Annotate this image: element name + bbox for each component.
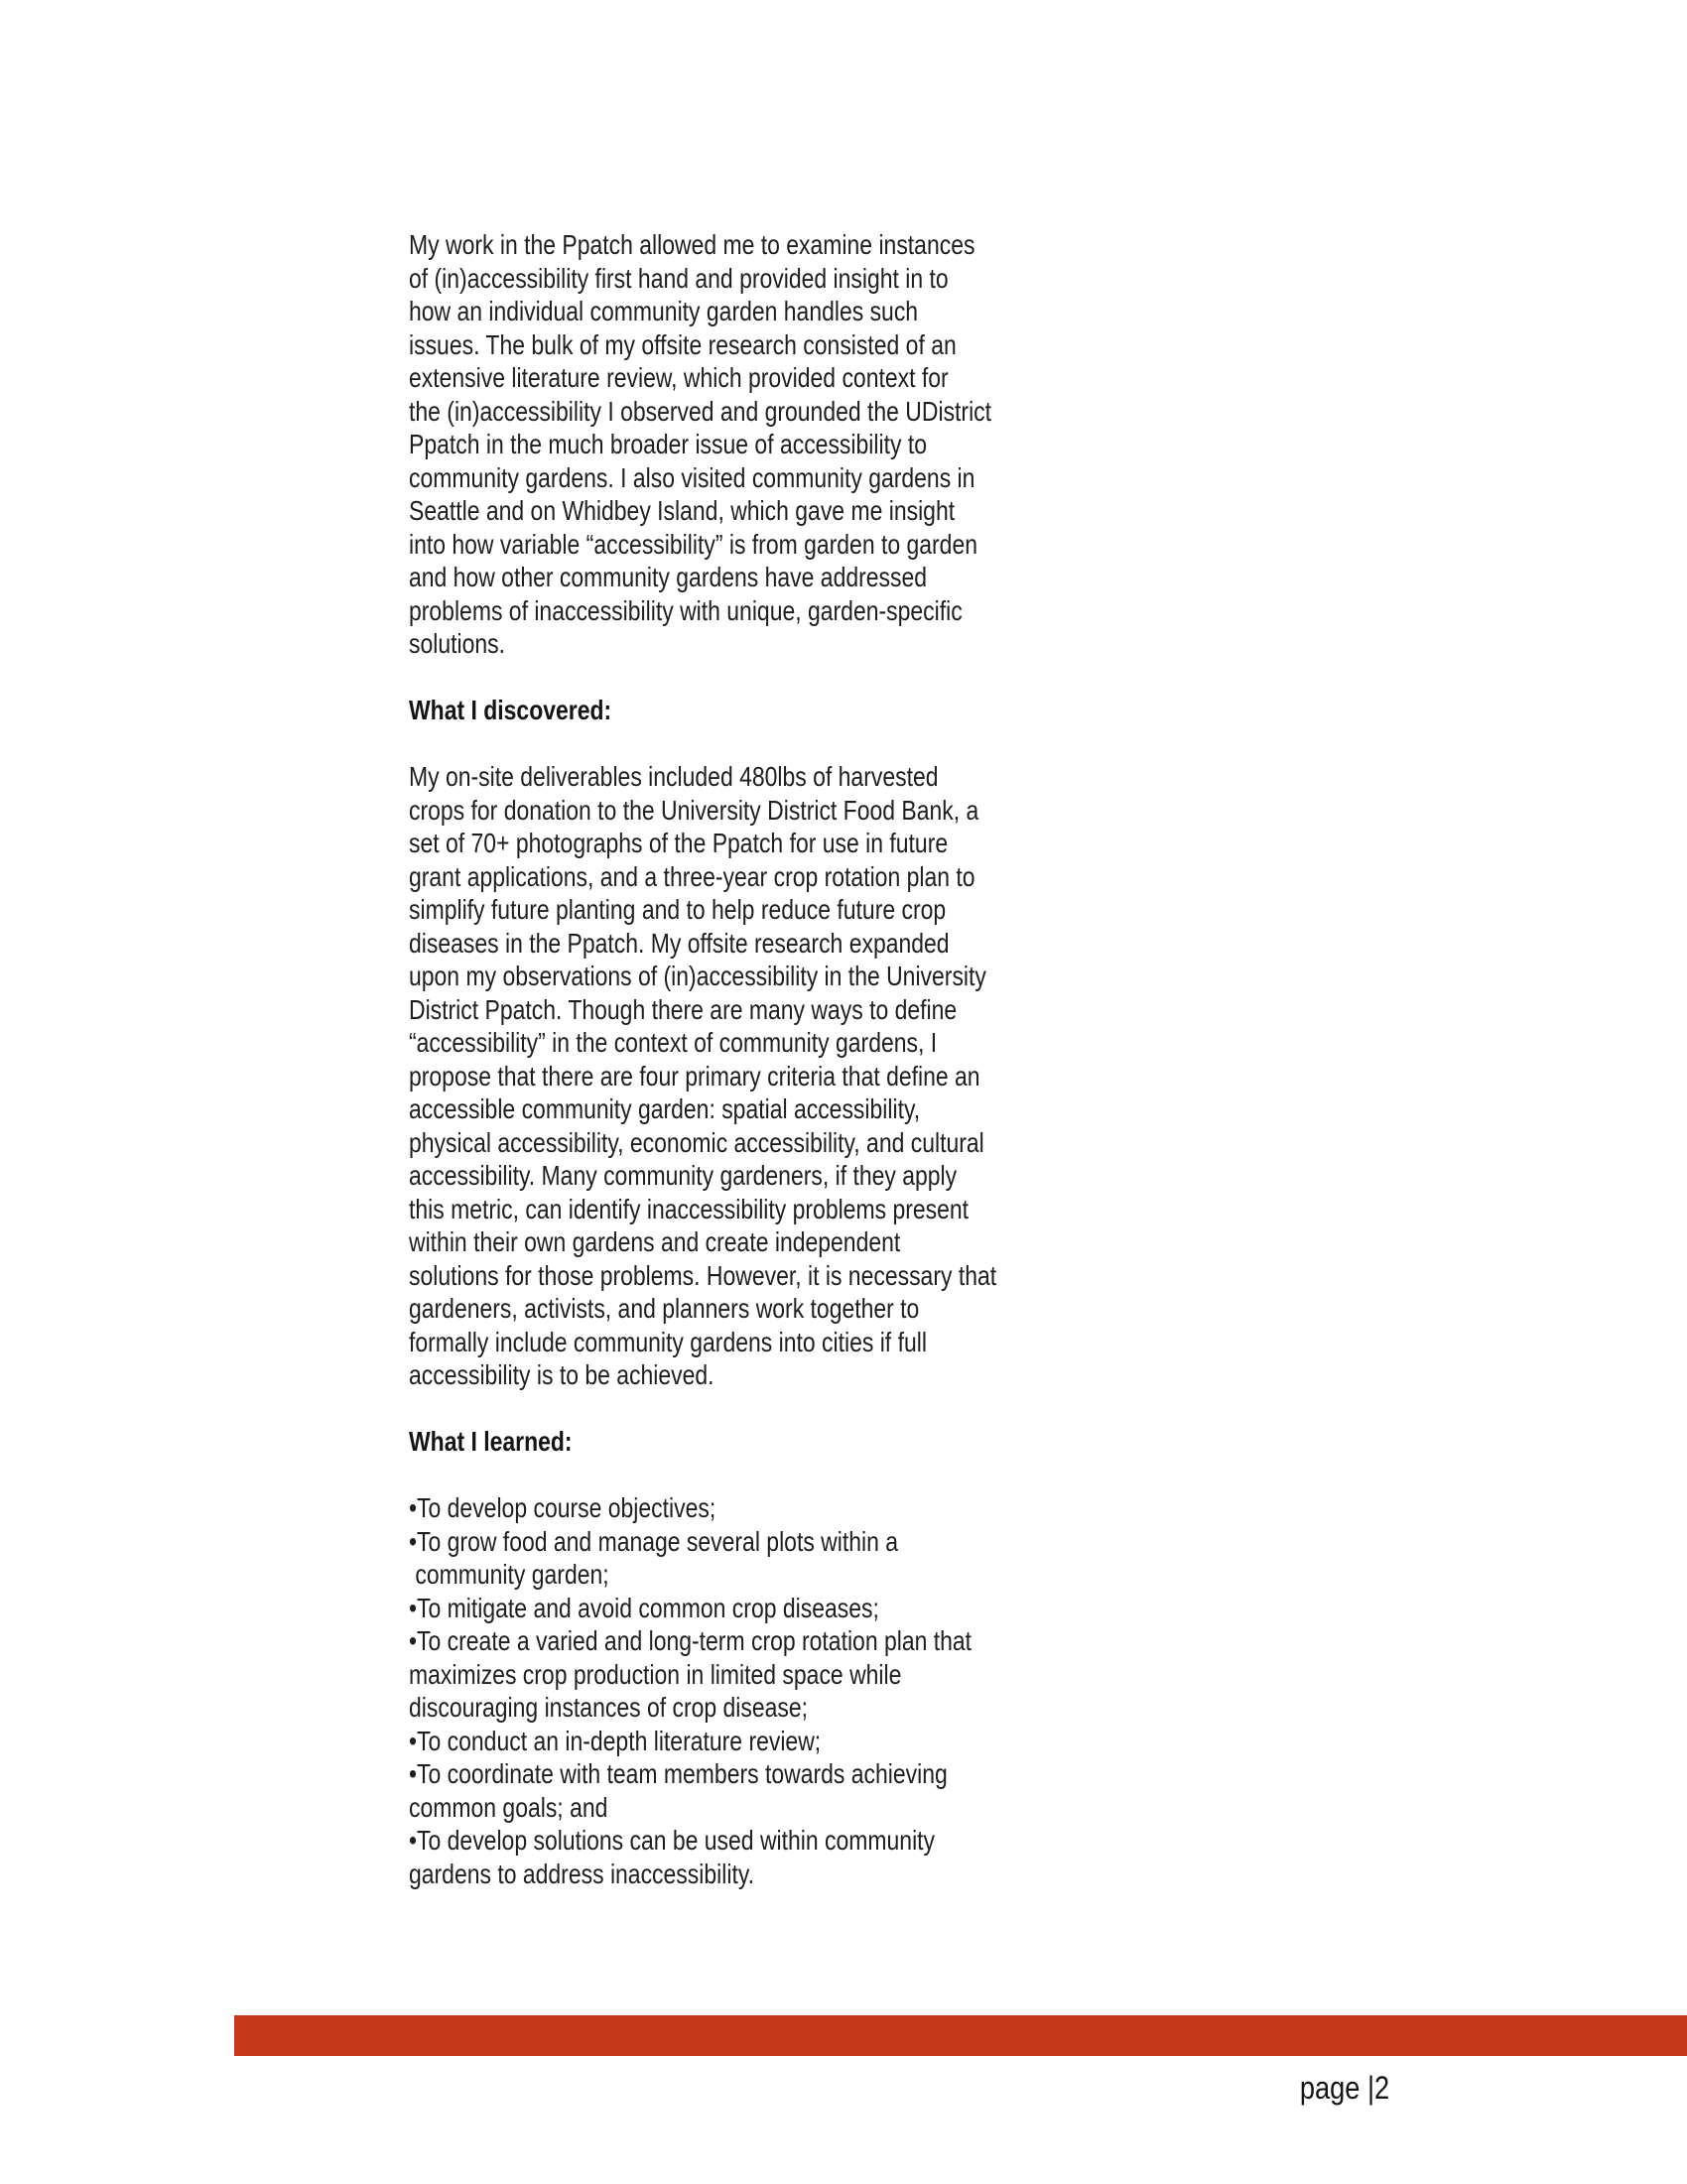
body-text-block (409, 228, 1125, 1890)
text-line: the (in)accessibility I observed and grounded the UDistrict (409, 395, 992, 427)
text-line: propose that there are four primary criteria that define an (409, 1060, 980, 1092)
bullet-line: gardens to address inaccessibility. (409, 1858, 754, 1889)
paragraph-deliverables (409, 760, 1125, 1392)
text-line: this metric, can identify inaccessibility problems present (409, 1193, 970, 1224)
section-heading-discovered: What I discovered: (409, 695, 612, 725)
text-line: Ppatch in the much broader issue of accessibility to (409, 429, 927, 459)
bullet-line: maximizes crop production in limited space while (409, 1658, 902, 1690)
bullet-line: common goals; and (409, 1791, 608, 1823)
text-line: upon my observations of (in)accessibility in the University (409, 961, 986, 991)
text-line: of (in)accessibility first hand and provided insight in to (409, 262, 949, 294)
text-line: accessible community garden: spatial accessibility, (409, 1093, 921, 1124)
bullet-line: •To coordinate with team members towards achieving (409, 1758, 948, 1789)
text-line: how an individual community garden handles such (409, 296, 919, 326)
footer-accent-bar (234, 2015, 1687, 2056)
text-line: and how other community gardens have addressed (409, 562, 928, 592)
text-line: My work in the Ppatch allowed me to examine instances (409, 229, 975, 260)
text-line: “accessibility” in the context of community gardens, I (409, 1027, 938, 1058)
section-heading-learned: What I learned: (409, 1426, 573, 1457)
bullet-line: discouraging instances of crop disease; (409, 1692, 809, 1723)
text-line: issues. The bulk of my offsite research consisted of an (409, 328, 957, 360)
bullet-line: •To develop solutions can be used within community (409, 1825, 936, 1856)
paragraph-research-summary (409, 228, 1125, 661)
text-line: accessibility is to be achieved. (409, 1359, 714, 1390)
text-line: Seattle and on Whidbey Island, which gave me insight (409, 495, 956, 526)
bullet-line: •To create a varied and long-term crop rotation plan that (409, 1625, 973, 1656)
bullet-line: community garden; (409, 1559, 609, 1590)
text-line: within their own gardens and create independent (409, 1226, 901, 1257)
text-line: gardeners, activists, and planners work together to (409, 1293, 920, 1324)
text-line: community gardens. I also visited community gardens in (409, 461, 975, 493)
bullet-line: •To conduct an in-depth literature review; (409, 1725, 822, 1756)
text-line: physical accessibility, economic accessibility, and cultural (409, 1126, 984, 1158)
text-line: set of 70+ photographs of the Ppatch for use in future (409, 828, 949, 858)
bullet-line: •To develop course objectives; (409, 1492, 716, 1523)
page-number: page |2 (1299, 2070, 1389, 2106)
text-line: solutions. (409, 628, 506, 659)
text-line: formally include community gardens into cities if full (409, 1326, 927, 1357)
text-line: problems of inaccessibility with unique, garden-specific (409, 594, 963, 626)
bullet-line: •To grow food and manage several plots within a (409, 1525, 899, 1557)
text-line: accessibility. Many community gardeners, if they apply (409, 1160, 958, 1191)
text-line: crops for donation to the University District Food Bank, a (409, 794, 979, 826)
text-line: solutions for those problems. However, it is necessary that (409, 1259, 997, 1291)
text-line: diseases in the Ppatch. My offsite research expanded (409, 927, 950, 959)
bullet-line: •To mitigate and avoid common crop diseases; (409, 1592, 879, 1623)
bullet-list-learnings (409, 1491, 1125, 1890)
text-line: extensive literature review, which provided context for (409, 362, 949, 393)
text-line: My on-site deliverables included 480lbs of harvested (409, 761, 939, 792)
text-line: grant applications, and a three-year crop rotation plan to (409, 860, 975, 892)
text-line: into how variable “accessibility” is from garden to garden (409, 528, 978, 560)
text-line: District Ppatch. Though there are many ways to define (409, 993, 958, 1025)
text-line: simplify future planting and to help reduce future crop (409, 894, 947, 925)
